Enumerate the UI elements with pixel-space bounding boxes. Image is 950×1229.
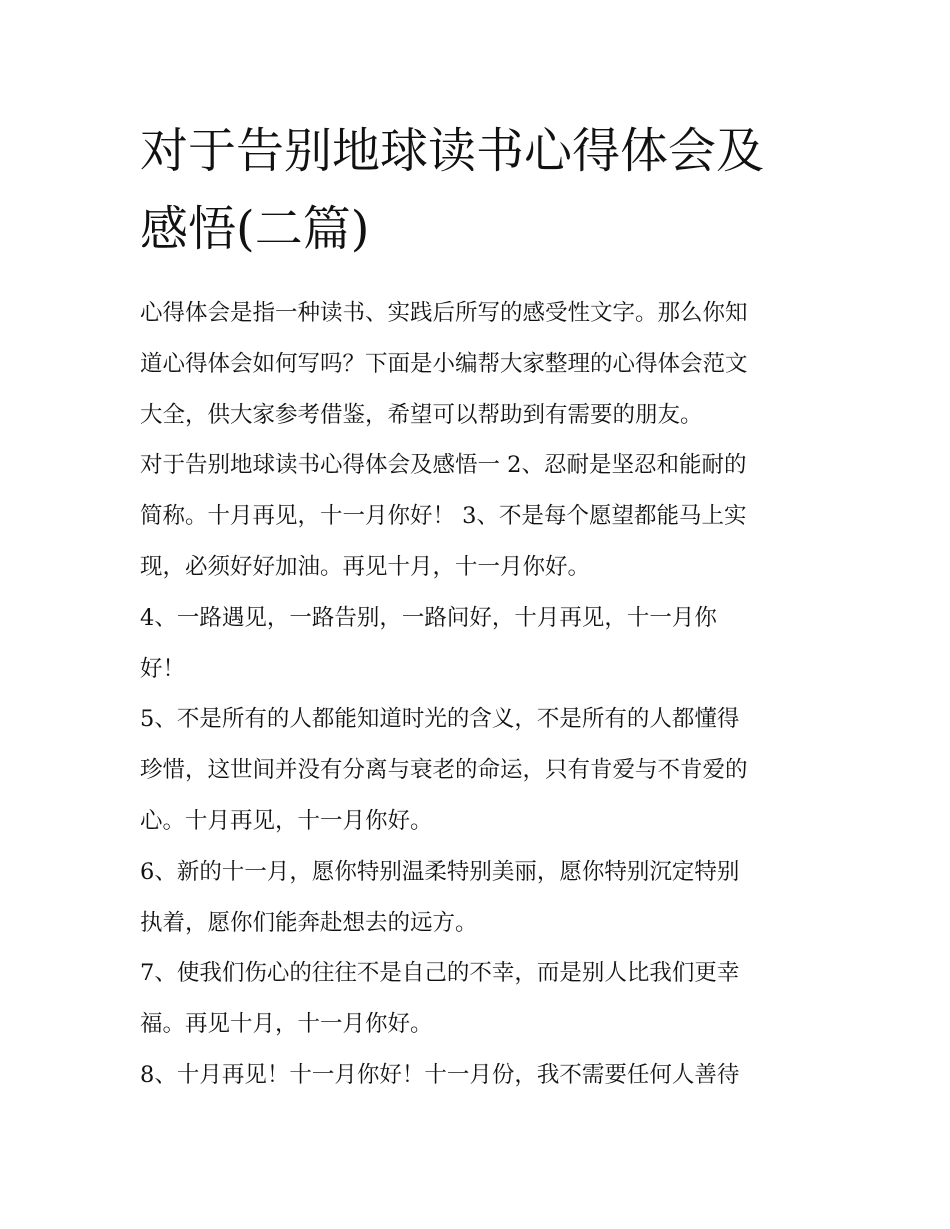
text-line: 道心得体会如何写吗？下面是小编帮大家整理的心得体会范文	[140, 350, 748, 377]
paragraph	[140, 440, 830, 592]
text-line: 福。再见十月，十一月你好。	[140, 1011, 433, 1038]
text-line: 大全，供大家参考借鉴，希望可以帮助到有需要的朋友。	[140, 401, 703, 428]
text-line: 4、一路遇见，一路告别，一路问好，十月再见，十一月你	[140, 604, 717, 631]
text-line: 7、使我们伤心的往往不是自己的不幸，而是别人比我们更幸	[140, 960, 740, 987]
text-line: 对于告别地球读书心得体会及感悟一 2、忍耐是坚忍和能耐的	[140, 452, 747, 479]
document-title-line: 对于告别地球读书心得体会及	[140, 123, 765, 179]
text-line: 珍惜，这世间并没有分离与衰老的命运，只有肯爱与不肯爱的	[140, 757, 748, 784]
paragraph	[140, 694, 830, 846]
text-line: 心得体会是指一种读书、实践后所写的感受性文字。那么你知	[140, 300, 748, 326]
text-line: 简称。十月再见，十一月你好！ 3、不是每个愿望都能马上实	[140, 503, 747, 530]
text-line: 6、新的十一月，愿你特别温柔特别美丽，愿你特别沉定特别	[140, 858, 740, 885]
document-body	[140, 112, 830, 1101]
paragraph	[140, 1050, 830, 1101]
paragraph	[140, 948, 830, 1050]
document-title-line: 感悟(二篇)	[140, 201, 370, 257]
text-line: 现，必须好好加油。再见十月，十一月你好。	[140, 553, 591, 580]
intro-paragraph	[140, 288, 830, 440]
text-line: 心。十月再见，十一月你好。	[140, 807, 433, 834]
document-title	[140, 112, 830, 268]
paragraph	[140, 847, 830, 949]
text-line: 好！	[140, 655, 186, 682]
text-line: 5、不是所有的人都能知道时光的含义，不是所有的人都懂得	[140, 706, 740, 733]
text-line: 8、十月再见！十一月你好！十一月份，我不需要任何人善待	[140, 1061, 740, 1088]
paragraph	[140, 593, 830, 695]
text-line: 执着，愿你们能奔赴想去的远方。	[140, 909, 478, 936]
